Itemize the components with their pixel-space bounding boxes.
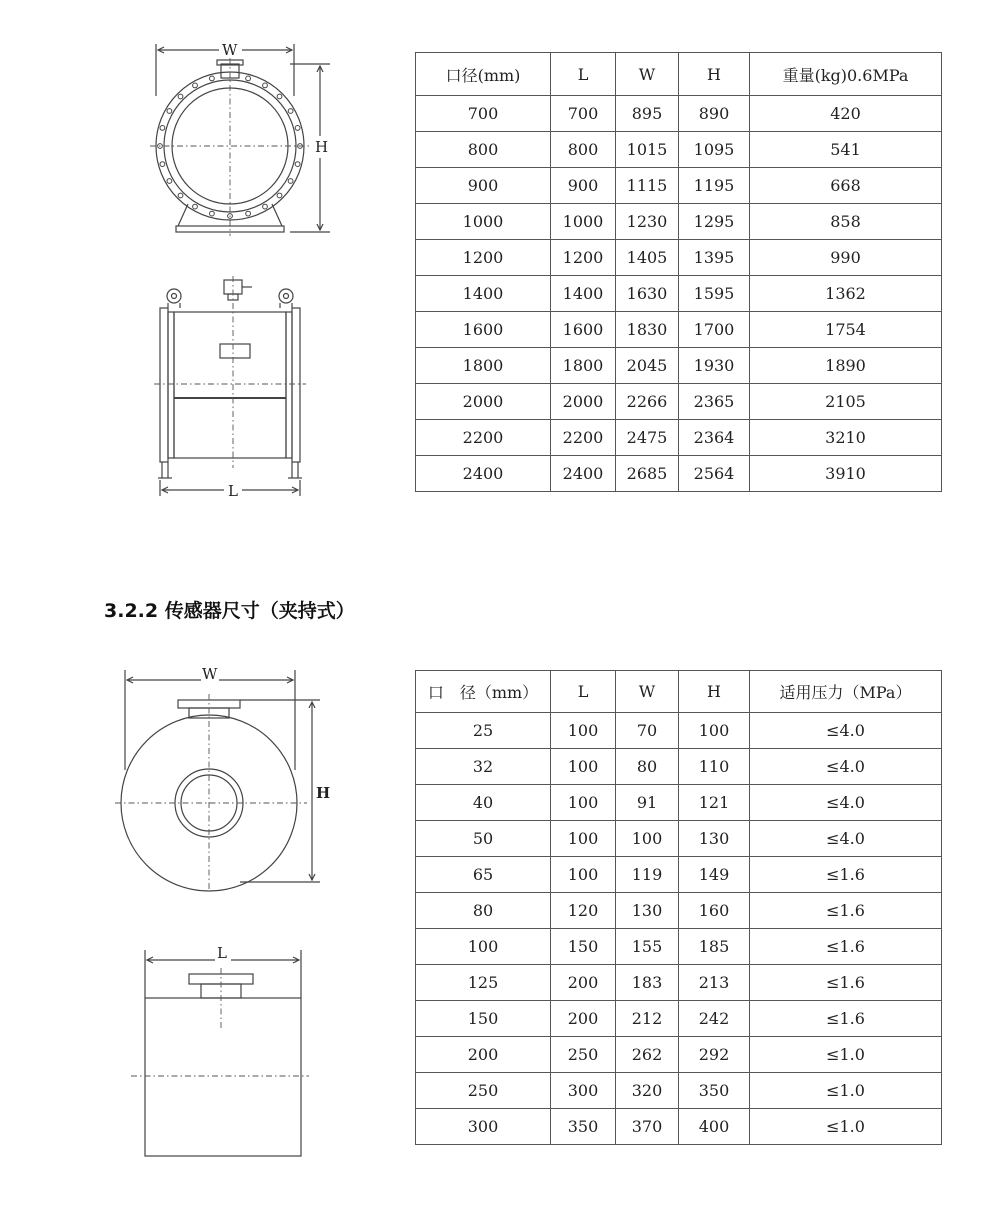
flange-side-l-label: L: [228, 482, 238, 500]
table-cell: ≤1.0: [750, 1073, 942, 1109]
table-row: [416, 965, 942, 1001]
table-cell: ≤1.6: [750, 1001, 942, 1037]
table-cell: 2045: [616, 348, 679, 384]
table-row: [416, 348, 942, 384]
table-cell: 40: [416, 785, 551, 821]
table-cell: 25: [416, 713, 551, 749]
table-cell: 370: [616, 1109, 679, 1145]
table-cell: 100: [551, 749, 616, 785]
table-cell: 858: [750, 204, 942, 240]
table-cell: 160: [679, 893, 750, 929]
table-cell: ≤4.0: [750, 713, 942, 749]
table-row: [416, 893, 942, 929]
table-cell: 130: [679, 821, 750, 857]
table-cell: 895: [616, 96, 679, 132]
table-cell: 900: [416, 168, 551, 204]
table-cell: 1095: [679, 132, 750, 168]
table-cell: 2475: [616, 420, 679, 456]
table-cell: 2400: [551, 456, 616, 492]
table-cell: 420: [750, 96, 942, 132]
table-row: [416, 420, 942, 456]
table-cell: 300: [416, 1109, 551, 1145]
table-row: [416, 168, 942, 204]
table-cell: 91: [616, 785, 679, 821]
table-cell: ≤1.6: [750, 965, 942, 1001]
wafer-side-drawing: [125, 938, 315, 1160]
table-cell: 1200: [416, 240, 551, 276]
table-cell: 250: [551, 1037, 616, 1073]
table-cell: 119: [616, 857, 679, 893]
header-cell: L: [551, 671, 616, 713]
table-cell: 125: [416, 965, 551, 1001]
table-cell: 150: [416, 1001, 551, 1037]
table-cell: 300: [551, 1073, 616, 1109]
table-cell: 183: [616, 965, 679, 1001]
table-cell: 150: [551, 929, 616, 965]
table-cell: 1362: [750, 276, 942, 312]
table-cell: 100: [551, 857, 616, 893]
table-cell: 3910: [750, 456, 942, 492]
table-row: [416, 204, 942, 240]
table-header-row: [416, 53, 942, 96]
table-cell: 2105: [750, 384, 942, 420]
table-cell: ≤4.0: [750, 821, 942, 857]
table-cell: 1595: [679, 276, 750, 312]
header-cell: W: [616, 53, 679, 96]
table-row: [416, 1109, 942, 1145]
header-cell: L: [551, 53, 616, 96]
header-cell: 口 径（mm）: [416, 671, 551, 713]
table-cell: ≤1.6: [750, 929, 942, 965]
table-row: [416, 312, 942, 348]
table-cell: 800: [551, 132, 616, 168]
header-cell: W: [616, 671, 679, 713]
table-cell: 80: [416, 893, 551, 929]
flange-table-body: [416, 96, 942, 492]
table-cell: ≤4.0: [750, 785, 942, 821]
table-cell: 110: [679, 749, 750, 785]
table-cell: 320: [616, 1073, 679, 1109]
table-cell: 700: [416, 96, 551, 132]
table-cell: 1200: [551, 240, 616, 276]
table-cell: 2200: [551, 420, 616, 456]
table-cell: 200: [551, 1001, 616, 1037]
table-cell: ≤4.0: [750, 749, 942, 785]
table-cell: 1400: [416, 276, 551, 312]
table-row: [416, 132, 942, 168]
header-cell: H: [679, 671, 750, 713]
table-cell: 50: [416, 821, 551, 857]
wafer-front-w-label: W: [202, 665, 218, 683]
table-cell: 1630: [616, 276, 679, 312]
table-cell: 80: [616, 749, 679, 785]
table-cell: 185: [679, 929, 750, 965]
table-cell: 292: [679, 1037, 750, 1073]
table-cell: 250: [416, 1073, 551, 1109]
table-row: [416, 749, 942, 785]
table-cell: 2365: [679, 384, 750, 420]
header-cell: 重量(kg)0.6MPa: [750, 53, 942, 96]
table-cell: 2364: [679, 420, 750, 456]
table-row: [416, 1037, 942, 1073]
table-cell: 1890: [750, 348, 942, 384]
wafer-side-l-label: L: [217, 944, 227, 962]
table-cell: 32: [416, 749, 551, 785]
table-row: [416, 240, 942, 276]
table-cell: 2266: [616, 384, 679, 420]
table-cell: ≤1.6: [750, 893, 942, 929]
table-cell: 213: [679, 965, 750, 1001]
wafer-front-drawing: [115, 660, 340, 892]
flange-dimension-table: [415, 52, 942, 492]
table-cell: 100: [551, 821, 616, 857]
table-cell: 149: [679, 857, 750, 893]
table-cell: 100: [616, 821, 679, 857]
table-cell: 900: [551, 168, 616, 204]
table-row: [416, 713, 942, 749]
header-cell: H: [679, 53, 750, 96]
flange-front-h-label: H: [315, 138, 329, 156]
table-cell: 100: [679, 713, 750, 749]
table-cell: 2000: [416, 384, 551, 420]
table-cell: 400: [679, 1109, 750, 1145]
table-cell: 1930: [679, 348, 750, 384]
table-cell: 155: [616, 929, 679, 965]
table-cell: 3210: [750, 420, 942, 456]
header-cell: 口径(mm): [416, 53, 551, 96]
table-cell: 668: [750, 168, 942, 204]
table-cell: 2200: [416, 420, 551, 456]
table-cell: 1800: [416, 348, 551, 384]
flange-front-drawing: [140, 36, 340, 240]
table-cell: 700: [551, 96, 616, 132]
table-cell: 1000: [551, 204, 616, 240]
table-cell: 350: [551, 1109, 616, 1145]
table-row: [416, 456, 942, 492]
table-cell: 1800: [551, 348, 616, 384]
table-cell: ≤1.0: [750, 1109, 942, 1145]
table-cell: 1754: [750, 312, 942, 348]
header-cell: 适用压力（MPa）: [750, 671, 942, 713]
wafer-table-body: [416, 713, 942, 1145]
table-cell: 1700: [679, 312, 750, 348]
table-cell: 1195: [679, 168, 750, 204]
table-row: [416, 821, 942, 857]
table-cell: 1230: [616, 204, 679, 240]
section-title: 3.2.2 传感器尺寸（夹持式）: [104, 600, 355, 622]
table-cell: 800: [416, 132, 551, 168]
flange-front-w-label: W: [222, 41, 238, 59]
table-cell: 212: [616, 1001, 679, 1037]
table-cell: 1395: [679, 240, 750, 276]
table-cell: 1405: [616, 240, 679, 276]
table-cell: 200: [551, 965, 616, 1001]
table-cell: ≤1.6: [750, 857, 942, 893]
table-cell: 2000: [551, 384, 616, 420]
wafer-front-h-label: H: [316, 784, 331, 802]
flange-side-drawing: [150, 272, 310, 502]
table-cell: 65: [416, 857, 551, 893]
table-cell: 1400: [551, 276, 616, 312]
table-cell: 70: [616, 713, 679, 749]
table-header-row: [416, 671, 942, 713]
table-cell: 890: [679, 96, 750, 132]
table-cell: 990: [750, 240, 942, 276]
table-cell: 121: [679, 785, 750, 821]
table-row: [416, 1001, 942, 1037]
table-cell: 2685: [616, 456, 679, 492]
table-cell: 242: [679, 1001, 750, 1037]
table-cell: 350: [679, 1073, 750, 1109]
table-cell: 200: [416, 1037, 551, 1073]
table-row: [416, 857, 942, 893]
table-cell: 262: [616, 1037, 679, 1073]
table-cell: ≤1.0: [750, 1037, 942, 1073]
table-cell: 1830: [616, 312, 679, 348]
table-cell: 100: [551, 785, 616, 821]
table-row: [416, 1073, 942, 1109]
wafer-dimension-table: [415, 670, 942, 1145]
table-row: [416, 96, 942, 132]
table-row: [416, 384, 942, 420]
table-cell: 1600: [416, 312, 551, 348]
table-row: [416, 785, 942, 821]
table-cell: 1000: [416, 204, 551, 240]
table-cell: 541: [750, 132, 942, 168]
table-cell: 100: [416, 929, 551, 965]
table-cell: 120: [551, 893, 616, 929]
table-cell: 130: [616, 893, 679, 929]
table-cell: 2564: [679, 456, 750, 492]
table-row: [416, 276, 942, 312]
table-cell: 1295: [679, 204, 750, 240]
table-cell: 1600: [551, 312, 616, 348]
table-row: [416, 929, 942, 965]
table-cell: 1015: [616, 132, 679, 168]
table-cell: 2400: [416, 456, 551, 492]
table-cell: 100: [551, 713, 616, 749]
table-cell: 1115: [616, 168, 679, 204]
